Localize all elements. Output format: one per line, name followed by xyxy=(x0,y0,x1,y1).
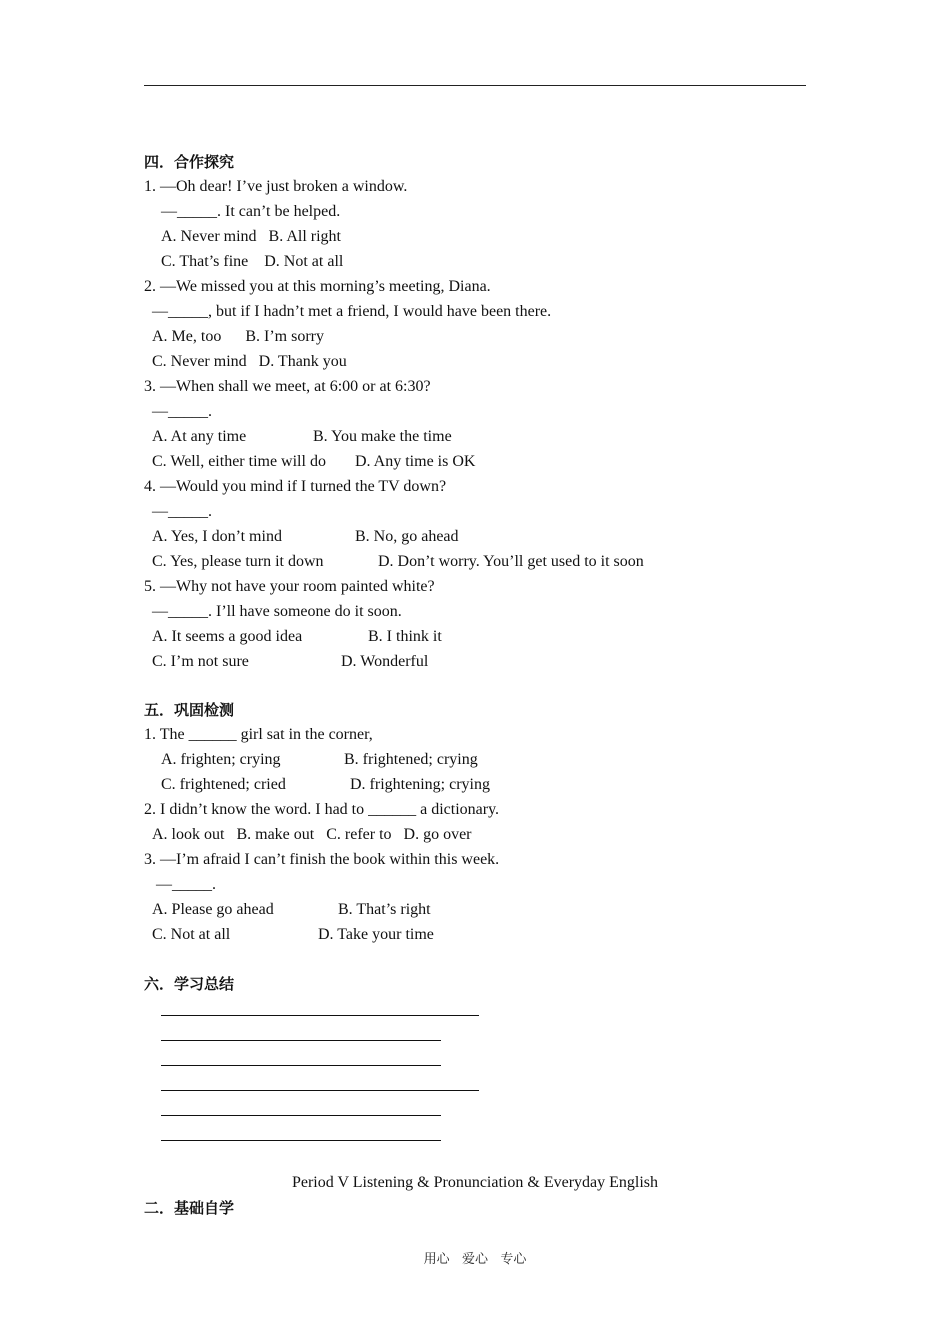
option-b: B. You make the time xyxy=(313,428,452,445)
question-1: 1. —Oh dear! I’ve just broken a window. xyxy=(144,178,408,195)
option-b: B. frightened; crying xyxy=(344,751,478,768)
option-b: B. That’s right xyxy=(338,901,431,918)
option-d: D. frightening; crying xyxy=(350,776,490,793)
writing-line xyxy=(161,1065,441,1066)
option-b: B. No, go ahead xyxy=(355,528,459,545)
option-c: C. I’m not sure xyxy=(152,653,249,670)
question-2: 2. I didn’t know the word. I had to ______ a dictionary. xyxy=(144,801,500,818)
options-ab: A. Never mind B. All right xyxy=(161,228,341,245)
option-a: A. At any time xyxy=(152,428,247,445)
answer-blank: —_____. It can’t be helped. xyxy=(161,203,341,220)
answer-blank: —_____. xyxy=(156,876,216,893)
question-4: 4. —Would you mind if I turned the TV down? xyxy=(144,478,447,495)
section-heading: 五．巩固检测 xyxy=(144,701,235,719)
option-b: B. I think it xyxy=(368,628,442,645)
options: A. look out B. make out C. refer to D. go over xyxy=(152,826,472,843)
option-a: A. Please go ahead xyxy=(152,901,274,918)
options-ab: A. Me, too B. I’m sorry xyxy=(152,328,324,345)
answer-blank: —_____. xyxy=(152,403,212,420)
writing-line xyxy=(161,1090,479,1091)
option-c: C. frightened; cried xyxy=(161,776,286,793)
option-d: D. Any time is OK xyxy=(355,453,476,470)
option-d: D. Take your time xyxy=(318,926,434,943)
section-heading: 四．合作探究 xyxy=(144,153,235,171)
writing-line xyxy=(161,1040,441,1041)
option-d: D. Wonderful xyxy=(341,653,429,670)
question-2: 2. —We missed you at this morning’s meeting, Diana. xyxy=(144,278,491,295)
option-c: C. Yes, please turn it down xyxy=(152,553,324,570)
section-heading: 六．学习总结 xyxy=(144,975,235,993)
answer-blank: —_____, but if I hadn’t met a friend, I would have been there. xyxy=(152,303,552,320)
option-c: C. Not at all xyxy=(152,926,231,943)
answer-blank: —_____. I’ll have someone do it soon. xyxy=(152,603,402,620)
section-heading: 二．基础自学 xyxy=(144,1199,235,1217)
option-d: D. Don’t worry. You’ll get used to it soon xyxy=(378,553,644,570)
question-3: 3. —I’m afraid I can’t finish the book within this week. xyxy=(144,851,500,868)
page-footer: 用心 爱心 专心 xyxy=(423,1252,527,1267)
question-3: 3. —When shall we meet, at 6:00 or at 6:30? xyxy=(144,378,431,395)
question-5: 5. —Why not have your room painted white? xyxy=(144,578,435,595)
header-rule xyxy=(144,85,806,86)
writing-line xyxy=(161,1115,441,1116)
answer-blank: —_____. xyxy=(152,503,212,520)
option-c: C. Well, either time will do xyxy=(152,453,326,470)
options-cd: C. That’s fine D. Not at all xyxy=(161,253,344,270)
period-title: Period V Listening & Pronunciation & Everyday English xyxy=(291,1174,659,1191)
option-a: A. It seems a good idea xyxy=(152,628,303,645)
writing-line xyxy=(161,1140,441,1141)
option-a: A. Yes, I don’t mind xyxy=(152,528,282,545)
option-a: A. frighten; crying xyxy=(161,751,281,768)
question-1: 1. The ______ girl sat in the corner, xyxy=(144,726,373,743)
writing-line xyxy=(161,1015,479,1016)
options-cd: C. Never mind D. Thank you xyxy=(152,353,347,370)
